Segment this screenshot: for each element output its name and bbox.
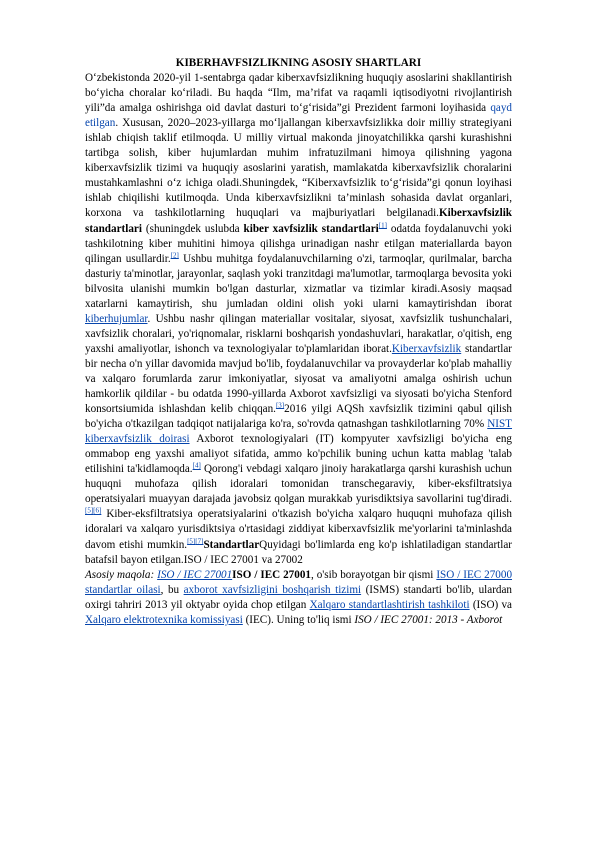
text-run: odatda foydalanuvchi yoki tashkilotning kiber muhitini himoya qilishga urinadigan nashr etilgan materiallarda bayon qilingan usullardir.	[85, 222, 512, 265]
intro-paragraph	[85, 71, 512, 568]
text-run: . Ushbu nashr qilingan materiallar vositalar, siyosat, xavfsizlik tushunchalari, xavfsizlik choralari, yo'riqnomalar, risklarni boshqarish yondashuvlari, harakatlar, o'qitish, eng yaxshi amaliyotlar, ishonch va texnologiyalar to'plamlaridan iborat.	[85, 312, 512, 355]
text-run: Quyidagi bo'limlarda eng ko'p ishlatiladigan standartlar batafsil bayon etilgan.ISO / IEC 27001 va 27002	[85, 538, 513, 566]
text-run: (shuningdek uslubda	[141, 222, 244, 235]
text-run: (ISMS) standarti bo'lib, ulardan oxirgi tahriri 2013 yil oktyabr oyida chop etilgan	[85, 583, 512, 611]
citation-link[interactable]: [5]	[85, 506, 94, 515]
iso-27001-link[interactable]: ISO / IEC 27001	[157, 568, 233, 581]
kiberhujumlar-link[interactable]: kiberhujumlar	[85, 312, 148, 325]
text-run: Kiber-eksfiltratsiya operatsiyalarini o'tkazish bo'yicha xalqaro huquqni muhofaza qilish idoralari va xalqaro yurisdiktsiya o'rtasidagi ziddiyat kiberxavfsizlik me'yorlarini ta'minlashda davom etishi mumkin.	[85, 508, 512, 551]
iec-link[interactable]: Xalqaro elektrotexnika komissiyasi	[85, 613, 243, 626]
text-run: , bu	[160, 583, 184, 596]
section-heading: Standartlar	[203, 538, 260, 551]
text-run: Qorong'i vebdagi xalqaro jinoiy harakatlarga qarshi kurashish uchun huquqni muhofaza qilish idoralari tomonidan transchegaraviy, kiber-eksfiltratsiya operatsiyalari muayyan darajada javobsiz qolgan murakkab yurisdiktsiya savollarini tug'diradi.	[85, 463, 512, 506]
isms-link[interactable]: axborot xavfsizligini boshqarish tizimi	[183, 583, 362, 596]
iso-organization-link[interactable]: Xalqaro standartlashtirish tashkiloti	[309, 598, 470, 611]
text-run: (ISO) va	[469, 598, 512, 611]
bold-term: Kiberxavfsizlik standartlari	[85, 207, 512, 235]
citation-link[interactable]: [4]	[192, 461, 201, 470]
kiberxavfsizlik-link[interactable]: Kiberxavfsizlik	[391, 342, 462, 355]
citation-link[interactable]: [6]	[93, 506, 102, 515]
text-run: Ushbu muhitga foydalanuvchilarning o'zi, tarmoqlar, qurilmalar, barcha dasturiy ta'minotlar, jarayonlar, saqlash yoki tranzitdagi ma'lumotlar, tarmoqlarga bevosita yoki bilvosita ulanishi mumkin bo'lgan dasturlar, xizmatlar va tizimlar kiradi.Asosiy maqsad xatarlarni kamaytirish, shu jumladan oldini olish yoki ularni kamaytirishdan iborat	[85, 252, 512, 310]
text-run: (IEC). Uning to'liq ismi	[242, 613, 355, 626]
text-run: O‘zbekistonda 2020-yil 1-sentabrga qadar kiberxavfsizlikning huquqiy asoslarini shakllantirish bo‘yicha choralar ko‘riladi. Bu haqda “Ilm, ma’rifat va raqamli iqtisodiyotni rivojlantirish yili”da amalga oshirishga oid davlat dasturi to‘g‘risida”gi Prezident farmoni loyihasida	[85, 72, 512, 115]
nist-framework-link[interactable]: NIST kiberxavfsizlik doirasi	[85, 418, 512, 446]
bold-term: kiber xavfsizlik standartlari	[243, 222, 379, 235]
text-run: , o'sib borayotgan bir qismi	[310, 568, 437, 581]
iso-27000-family-link[interactable]: ISO / IEC 27000 standartlar oilasi	[85, 568, 513, 596]
text-run: Axborot texnologiyalari (IT) kompyuter xavfsizligi bo'yicha eng ommabop eng yaxshi amaliyot sifatida, ammo ko'pchilik buning uchun katta mablag 'talab etilishini ta'kidlamoqda.	[85, 433, 512, 476]
bold-term: ISO / IEC 27001	[232, 568, 311, 581]
iso-paragraph	[85, 568, 512, 628]
text-run: standartlar bir necha o'n yillar davomida mavjud bo'lib, foydalanuvchilar va provayderlar ko'plab mahalliy va xalqaro forumlarda zarur imkoniyatlar, siyosat va amaliyotni amalga oshirish uchun hamkorlik qildilar - bu odatda 1990-yillarda Axborot xavfsizligi va siyosati bo'yicha Stenford konsortsiumida ishlashdan kelib chiqqan.	[85, 342, 512, 416]
text-run: 2016 yilgi AQSh xavfsizlik tizimini qabul qilish bo'yicha o'tkazilgan tadqiqot natijalariga ko'ra, so'rovda qatnashgan tashkilotlarning 70%	[85, 403, 512, 431]
full-name-italic: ISO / IEC 27001: 2013 - Axborot	[354, 613, 503, 626]
text-run: . Xususan, 2020–2023-yillarga mo‘ljallangan kiberxavfsizlikka doir milliy strategiyani ishlab chiqish taklif etilmoqda. U milliy virtual makonda jinoyatchilikka qarshi kurashishni tartibga solish, kiber hujumlardan muhim infratuzilmani himoya qilishning yagona kiberxavfsizlik tizimi va huquqiy asoslarini yaratish, mamlakatda kiberxavfsizlik choralarini mustahkamlashni o‘z ichiga oladi.Shuningdek, “Kiberxavfsizlik to‘g‘risida”gi qonun loyihasi ishlab chiqilishi kutilmoqda. Unda kiberxavfsizlikni ta’minlash sohasida davlat organlari, korxona va tashkilotlarning huquqlari va majburiyatlari belgilanadi.	[85, 117, 512, 220]
document-title: KIBERHAVFSIZLIKNING ASOSIY SHARTLARI	[175, 57, 422, 69]
qayd-etilgan-link[interactable]: qayd etilgan	[85, 102, 512, 130]
citation-link[interactable]: [1]	[378, 220, 387, 229]
citation-link[interactable]: [5]	[187, 536, 196, 545]
citation-link[interactable]: [2]	[170, 250, 179, 259]
main-article-label: Asosiy maqola:	[85, 568, 158, 581]
citation-link[interactable]: [7]	[195, 536, 204, 545]
citation-link[interactable]: [3]	[275, 401, 285, 410]
